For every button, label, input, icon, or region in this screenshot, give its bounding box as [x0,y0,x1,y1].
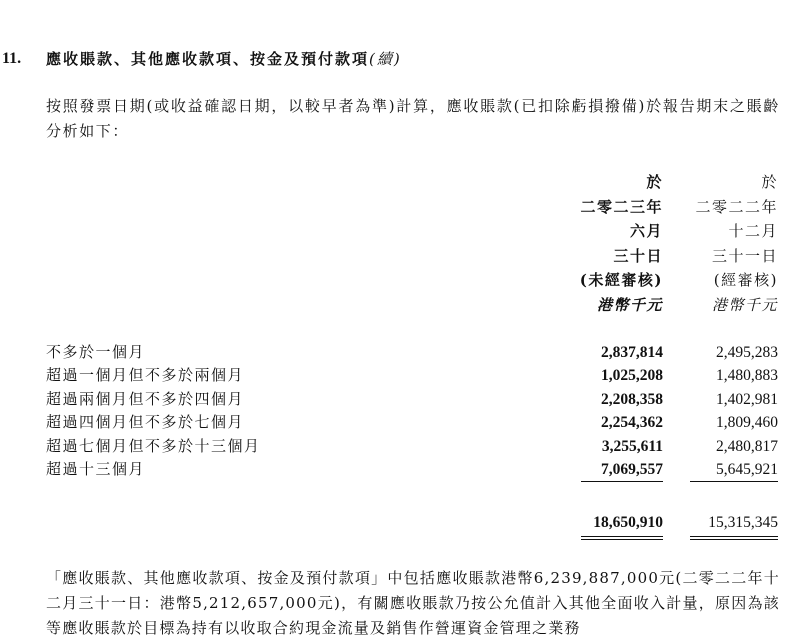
ageing-table [0,341,799,481]
table-row: 超過十三個月 7,069,557 5,645,921 [46,459,778,478]
table-row: 超過七個月但不多於十三個月 3,255,611 2,480,817 [46,436,778,455]
column-header-2022: 於 二零二二年 十二月 三十一日 (經審核) 港幣千元 [695,173,778,314]
total-double-rule-2023 [581,536,663,540]
total-2023: 18,650,910 [593,514,663,531]
note-paragraph: 「應收賬款、其他應收款項、按金及預付款項」中包括應收賬款港幣6,239,887,000元(二零二二年十二月三十一日：港幣5,212,657,000元)，有關應收賬款乃按公允值計入其他全面收入計量，原因為該等應收賬款於目標為持有以收取合約現金流量及銷售作營運資金管理之業務 [46,569,780,637]
section-number: 11. [2,50,22,67]
section-title: 應收賬款、其他應收款項、按金及預付款項(續) [46,50,402,68]
column-header-2023: 於 二零二三年 六月 三十日 (未經審核) 港幣千元 [579,173,663,314]
subtotal-rule-2022 [690,481,778,482]
subtotal-rule-2023 [581,481,663,482]
table-row: 超過兩個月但不多於四個月 2,208,358 1,402,981 [46,389,778,408]
intro-paragraph: 按照發票日期(或收益確認日期，以較早者為準)計算，應收賬款(已扣除虧損撥備)於報告期末之賬齡分析如下： [46,97,780,140]
total-double-rule-2022 [690,536,778,540]
table-row: 超過一個月但不多於兩個月 1,025,208 1,480,883 [46,366,778,385]
table-row: 超過四個月但不多於七個月 2,254,362 1,809,460 [46,413,778,432]
table-row: 不多於一個月 2,837,814 2,495,283 [46,343,778,361]
total-2022: 15,315,345 [708,514,778,531]
continued-marker: (續) [369,50,402,68]
